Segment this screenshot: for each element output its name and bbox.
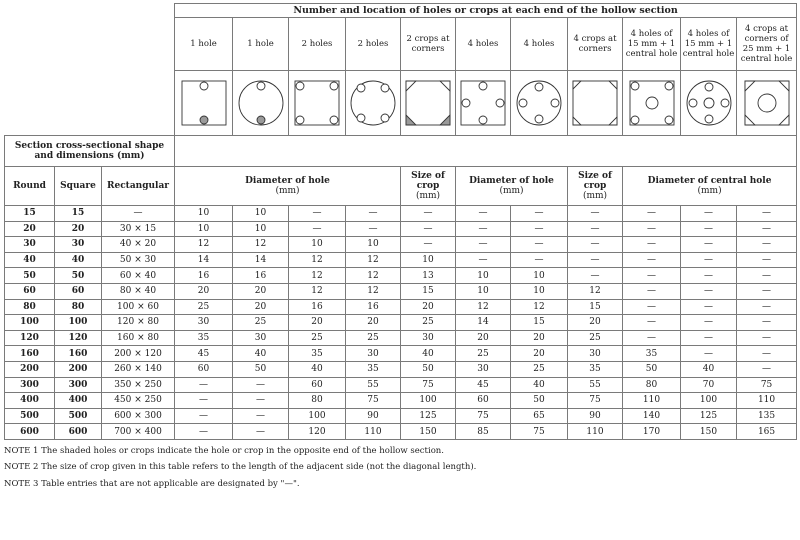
table-cell: 50 bbox=[623, 361, 681, 377]
table-cell: 30 bbox=[346, 346, 401, 362]
table-cell: 10 bbox=[511, 283, 568, 299]
table-cell: 60 bbox=[55, 283, 102, 299]
config-label: 4 holes of 15 mm + 1 central hole bbox=[623, 18, 681, 71]
table-cell: 150 bbox=[401, 424, 456, 440]
table-cell: 300 bbox=[55, 377, 102, 393]
note: NOTE 1 The shaded holes or crops indicate the hole or crop in the opposite end of the hollow section. bbox=[4, 445, 444, 456]
table-cell: — bbox=[401, 206, 456, 222]
table-cell: — bbox=[681, 252, 737, 268]
table-cell: — bbox=[737, 330, 797, 346]
table-cell: 12 bbox=[289, 268, 346, 284]
table-cell: — bbox=[623, 268, 681, 284]
table-cell: 45 bbox=[456, 377, 511, 393]
table-cell: 350 × 250 bbox=[102, 377, 175, 393]
table-cell: 60 bbox=[5, 283, 55, 299]
blank-corner bbox=[5, 4, 175, 136]
table-cell: 12 bbox=[346, 283, 401, 299]
table-cell: 20 bbox=[346, 315, 401, 331]
table-row bbox=[5, 361, 797, 377]
table-cell: 50 bbox=[401, 361, 456, 377]
table-cell: 125 bbox=[401, 408, 456, 424]
table-cell: — bbox=[737, 221, 797, 237]
table-cell: 20 bbox=[5, 221, 55, 237]
square-four-holes-central-icon bbox=[623, 71, 681, 136]
circle-one-hole-icon bbox=[233, 71, 289, 136]
circle-four-holes-central-icon bbox=[681, 71, 737, 136]
table-cell: 12 bbox=[346, 252, 401, 268]
table-row bbox=[5, 315, 797, 331]
table-cell: 14 bbox=[456, 315, 511, 331]
table-cell: — bbox=[289, 206, 346, 222]
table-container bbox=[4, 3, 796, 492]
table-cell: — bbox=[681, 346, 737, 362]
table-cell: 20 bbox=[289, 315, 346, 331]
table-cell: 10 bbox=[456, 268, 511, 284]
col-diameter-hole-2: Diameter of hole (mm) bbox=[456, 167, 568, 206]
table-cell: — bbox=[623, 206, 681, 222]
table-cell: 60 bbox=[289, 377, 346, 393]
table-cell: 12 bbox=[289, 252, 346, 268]
table-cell: — bbox=[623, 299, 681, 315]
table-cell: 50 × 30 bbox=[102, 252, 175, 268]
col-rectangular: Rectangular bbox=[102, 167, 175, 206]
table-cell: — bbox=[233, 424, 289, 440]
table-cell: 110 bbox=[737, 393, 797, 409]
col-round: Round bbox=[5, 167, 55, 206]
table-cell: 140 bbox=[623, 408, 681, 424]
table-cell: 70 bbox=[681, 377, 737, 393]
table-cell: 20 bbox=[55, 221, 102, 237]
table-cell: 200 bbox=[55, 361, 102, 377]
table-cell: 500 bbox=[5, 408, 55, 424]
table-cell: 120 bbox=[5, 330, 55, 346]
table-cell: — bbox=[681, 206, 737, 222]
table-cell: 600 bbox=[55, 424, 102, 440]
table-row bbox=[5, 424, 797, 440]
table-cell: 110 bbox=[568, 424, 623, 440]
table-cell: 65 bbox=[511, 408, 568, 424]
table-cell: 75 bbox=[401, 377, 456, 393]
table-cell: 40 bbox=[5, 252, 55, 268]
table-cell: 80 bbox=[623, 377, 681, 393]
table-cell: 600 × 300 bbox=[102, 408, 175, 424]
config-label: 2 holes bbox=[289, 18, 346, 71]
table-cell: 25 bbox=[175, 299, 233, 315]
table-cell: 55 bbox=[346, 377, 401, 393]
table-cell: 45 bbox=[175, 346, 233, 362]
table-cell: 100 bbox=[401, 393, 456, 409]
table-cell: 55 bbox=[568, 377, 623, 393]
table-cell: 170 bbox=[623, 424, 681, 440]
circle-four-holes-icon bbox=[511, 71, 568, 136]
table-cell: — bbox=[623, 252, 681, 268]
table-cell: — bbox=[681, 221, 737, 237]
table-cell: 700 × 400 bbox=[102, 424, 175, 440]
config-label: 2 holes bbox=[346, 18, 401, 71]
table-cell: 25 bbox=[289, 330, 346, 346]
table-cell: 35 bbox=[175, 330, 233, 346]
config-label: 4 crops at corners bbox=[568, 18, 623, 71]
table-cell: — bbox=[737, 346, 797, 362]
table-cell: — bbox=[175, 424, 233, 440]
note: NOTE 2 The size of crop given in this table refers to the length of the adjacent side (not the diagonal length). bbox=[4, 462, 477, 473]
config-label: 2 crops at corners bbox=[401, 18, 456, 71]
square-one-hole-icon bbox=[175, 71, 233, 136]
table-cell: 10 bbox=[401, 252, 456, 268]
config-label: 1 hole bbox=[175, 18, 233, 71]
table-cell: — bbox=[175, 377, 233, 393]
note: NOTE 3 Table entries that are not applicable are designated by "—". bbox=[4, 478, 300, 489]
config-label: 4 holes bbox=[511, 18, 568, 71]
table-cell: 10 bbox=[289, 237, 346, 253]
table-cell: 400 bbox=[5, 393, 55, 409]
square-two-holes-icon bbox=[289, 71, 346, 136]
notes bbox=[4, 443, 796, 493]
config-label: 4 crops at corners of 25 mm + 1 central hole bbox=[737, 18, 797, 71]
table-cell: 100 bbox=[681, 393, 737, 409]
table-cell: 25 bbox=[346, 330, 401, 346]
table-cell: — bbox=[289, 221, 346, 237]
table-cell: — bbox=[456, 221, 511, 237]
table-cell: 10 bbox=[511, 268, 568, 284]
square-four-crops-icon bbox=[568, 71, 623, 136]
col-diameter-hole: Diameter of hole (mm) bbox=[175, 167, 401, 206]
table-cell: — bbox=[737, 206, 797, 222]
table-cell: 40 bbox=[233, 346, 289, 362]
table-cell: 13 bbox=[401, 268, 456, 284]
table-cell: — bbox=[233, 377, 289, 393]
table-cell: — bbox=[175, 393, 233, 409]
table-cell: 75 bbox=[511, 424, 568, 440]
table-cell: 30 bbox=[5, 237, 55, 253]
table-cell: 500 bbox=[55, 408, 102, 424]
table-row bbox=[5, 221, 797, 237]
shape-spacer bbox=[175, 136, 797, 167]
table-cell: — bbox=[456, 206, 511, 222]
table-cell: — bbox=[681, 283, 737, 299]
table-cell: 400 bbox=[55, 393, 102, 409]
table-cell: — bbox=[681, 299, 737, 315]
table-body bbox=[5, 206, 797, 440]
table-cell: 100 × 60 bbox=[102, 299, 175, 315]
circle-two-holes-icon bbox=[346, 71, 401, 136]
table-cell: 35 bbox=[289, 346, 346, 362]
table-cell: 30 × 15 bbox=[102, 221, 175, 237]
table-cell: — bbox=[681, 330, 737, 346]
holes-table bbox=[4, 3, 797, 440]
table-cell: 50 bbox=[233, 361, 289, 377]
col-square: Square bbox=[55, 167, 102, 206]
group-title: Number and location of holes or crops at each end of the hollow section bbox=[175, 4, 797, 18]
table-cell: 20 bbox=[456, 330, 511, 346]
table-cell: 10 bbox=[233, 221, 289, 237]
table-cell: 135 bbox=[737, 408, 797, 424]
table-cell: — bbox=[737, 237, 797, 253]
config-label: 1 hole bbox=[233, 18, 289, 71]
table-cell: 75 bbox=[737, 377, 797, 393]
table-cell: 90 bbox=[346, 408, 401, 424]
table-cell: 120 bbox=[289, 424, 346, 440]
table-cell: 14 bbox=[233, 252, 289, 268]
square-four-holes-icon bbox=[456, 71, 511, 136]
table-cell: 150 bbox=[681, 424, 737, 440]
table-cell: 165 bbox=[737, 424, 797, 440]
table-cell: 160 bbox=[55, 346, 102, 362]
table-cell: 16 bbox=[289, 299, 346, 315]
table-cell: 100 bbox=[55, 315, 102, 331]
table-cell: — bbox=[737, 315, 797, 331]
table-cell: — bbox=[511, 252, 568, 268]
table-cell: 450 × 250 bbox=[102, 393, 175, 409]
table-cell: 40 bbox=[681, 361, 737, 377]
table-cell: 40 bbox=[511, 377, 568, 393]
col-crop-size-2: Size of crop (mm) bbox=[568, 167, 623, 206]
table-cell: 50 bbox=[5, 268, 55, 284]
table-row bbox=[5, 237, 797, 253]
table-cell: — bbox=[175, 408, 233, 424]
table-cell: 20 bbox=[511, 330, 568, 346]
table-cell: 30 bbox=[401, 330, 456, 346]
table-cell: — bbox=[568, 237, 623, 253]
table-cell: 40 bbox=[401, 346, 456, 362]
table-row bbox=[5, 268, 797, 284]
table-cell: 120 × 80 bbox=[102, 315, 175, 331]
table-cell: 12 bbox=[568, 283, 623, 299]
table-row bbox=[5, 330, 797, 346]
table-cell: 120 bbox=[55, 330, 102, 346]
table-cell: 25 bbox=[511, 361, 568, 377]
table-row bbox=[5, 377, 797, 393]
table-cell: 20 bbox=[401, 299, 456, 315]
table-cell: — bbox=[568, 221, 623, 237]
table-cell: — bbox=[737, 252, 797, 268]
table-cell: 125 bbox=[681, 408, 737, 424]
table-row bbox=[5, 408, 797, 424]
table-cell: — bbox=[401, 237, 456, 253]
table-cell: 15 bbox=[55, 206, 102, 222]
table-cell: 110 bbox=[623, 393, 681, 409]
table-cell: 200 × 120 bbox=[102, 346, 175, 362]
table-cell: 10 bbox=[456, 283, 511, 299]
table-cell: — bbox=[233, 393, 289, 409]
table-cell: 30 bbox=[456, 361, 511, 377]
table-cell: — bbox=[737, 283, 797, 299]
table-row bbox=[5, 283, 797, 299]
table-cell: 10 bbox=[233, 206, 289, 222]
table-cell: 90 bbox=[568, 408, 623, 424]
table-cell: 12 bbox=[175, 237, 233, 253]
table-cell: 300 bbox=[5, 377, 55, 393]
table-cell: 160 bbox=[5, 346, 55, 362]
table-cell: 10 bbox=[175, 206, 233, 222]
table-cell: 85 bbox=[456, 424, 511, 440]
table-cell: — bbox=[681, 237, 737, 253]
table-cell: 10 bbox=[346, 237, 401, 253]
table-cell: 25 bbox=[233, 315, 289, 331]
table-cell: — bbox=[623, 283, 681, 299]
table-cell: — bbox=[623, 221, 681, 237]
table-cell: 260 × 140 bbox=[102, 361, 175, 377]
config-label: 4 holes of 15 mm + 1 central hole bbox=[681, 18, 737, 71]
table-cell: — bbox=[568, 206, 623, 222]
table-cell: 35 bbox=[623, 346, 681, 362]
table-cell: — bbox=[623, 330, 681, 346]
shape-label: Section cross-sectional shape and dimensions (mm) bbox=[5, 136, 175, 167]
table-cell: 60 bbox=[175, 361, 233, 377]
table-row bbox=[5, 206, 797, 222]
table-cell: 12 bbox=[289, 283, 346, 299]
table-cell: 14 bbox=[175, 252, 233, 268]
table-cell: — bbox=[233, 408, 289, 424]
table-cell: 50 bbox=[511, 393, 568, 409]
table-cell: — bbox=[102, 206, 175, 222]
table-cell: 80 bbox=[289, 393, 346, 409]
table-cell: 100 bbox=[289, 408, 346, 424]
table-cell: 40 bbox=[55, 252, 102, 268]
table-cell: 80 bbox=[5, 299, 55, 315]
table-cell: 50 bbox=[55, 268, 102, 284]
table-cell: 75 bbox=[346, 393, 401, 409]
table-cell: 75 bbox=[456, 408, 511, 424]
table-cell: — bbox=[511, 221, 568, 237]
table-row bbox=[5, 346, 797, 362]
table-cell: 60 bbox=[456, 393, 511, 409]
table-cell: — bbox=[737, 299, 797, 315]
table-cell: 30 bbox=[568, 346, 623, 362]
table-cell: — bbox=[401, 221, 456, 237]
table-cell: — bbox=[456, 252, 511, 268]
table-row bbox=[5, 299, 797, 315]
table-cell: 30 bbox=[233, 330, 289, 346]
table-cell: 12 bbox=[456, 299, 511, 315]
table-cell: 20 bbox=[175, 283, 233, 299]
table-cell: — bbox=[568, 252, 623, 268]
table-cell: 80 × 40 bbox=[102, 283, 175, 299]
config-label: 4 holes bbox=[456, 18, 511, 71]
table-cell: 40 × 20 bbox=[102, 237, 175, 253]
table-cell: 35 bbox=[346, 361, 401, 377]
table-cell: — bbox=[737, 361, 797, 377]
table-cell: — bbox=[737, 268, 797, 284]
table-cell: 200 bbox=[5, 361, 55, 377]
table-cell: 160 × 80 bbox=[102, 330, 175, 346]
table-cell: 16 bbox=[233, 268, 289, 284]
table-cell: 20 bbox=[233, 299, 289, 315]
table-cell: 25 bbox=[568, 330, 623, 346]
table-cell: 110 bbox=[346, 424, 401, 440]
table-cell: — bbox=[681, 268, 737, 284]
table-row bbox=[5, 393, 797, 409]
col-crop-size: Size of crop (mm) bbox=[401, 167, 456, 206]
table-cell: 16 bbox=[175, 268, 233, 284]
table-cell: 15 bbox=[401, 283, 456, 299]
table-cell: 12 bbox=[233, 237, 289, 253]
table-cell: — bbox=[568, 268, 623, 284]
table-cell: 16 bbox=[346, 299, 401, 315]
table-cell: 30 bbox=[55, 237, 102, 253]
table-cell: 600 bbox=[5, 424, 55, 440]
table-cell: 20 bbox=[233, 283, 289, 299]
table-cell: 12 bbox=[346, 268, 401, 284]
square-two-crops-icon bbox=[401, 71, 456, 136]
table-cell: — bbox=[346, 206, 401, 222]
table-cell: — bbox=[456, 237, 511, 253]
col-diameter-central: Diameter of central hole (mm) bbox=[623, 167, 797, 206]
table-cell: — bbox=[681, 315, 737, 331]
table-row bbox=[5, 252, 797, 268]
square-four-crops-central-icon bbox=[737, 71, 797, 136]
table-cell: 25 bbox=[401, 315, 456, 331]
table-cell: 35 bbox=[568, 361, 623, 377]
table-cell: 40 bbox=[289, 361, 346, 377]
table-cell: 15 bbox=[5, 206, 55, 222]
table-cell: 75 bbox=[568, 393, 623, 409]
table-cell: — bbox=[623, 315, 681, 331]
table-cell: 15 bbox=[568, 299, 623, 315]
table-cell: — bbox=[511, 206, 568, 222]
table-cell: — bbox=[623, 237, 681, 253]
table-cell: — bbox=[346, 221, 401, 237]
table-cell: 60 × 40 bbox=[102, 268, 175, 284]
table-cell: — bbox=[511, 237, 568, 253]
table-cell: 20 bbox=[568, 315, 623, 331]
table-cell: 15 bbox=[511, 315, 568, 331]
table-cell: 30 bbox=[175, 315, 233, 331]
table-cell: 20 bbox=[511, 346, 568, 362]
table-cell: 100 bbox=[5, 315, 55, 331]
table-cell: 12 bbox=[511, 299, 568, 315]
table-cell: 25 bbox=[456, 346, 511, 362]
table-cell: 10 bbox=[175, 221, 233, 237]
table-cell: 80 bbox=[55, 299, 102, 315]
